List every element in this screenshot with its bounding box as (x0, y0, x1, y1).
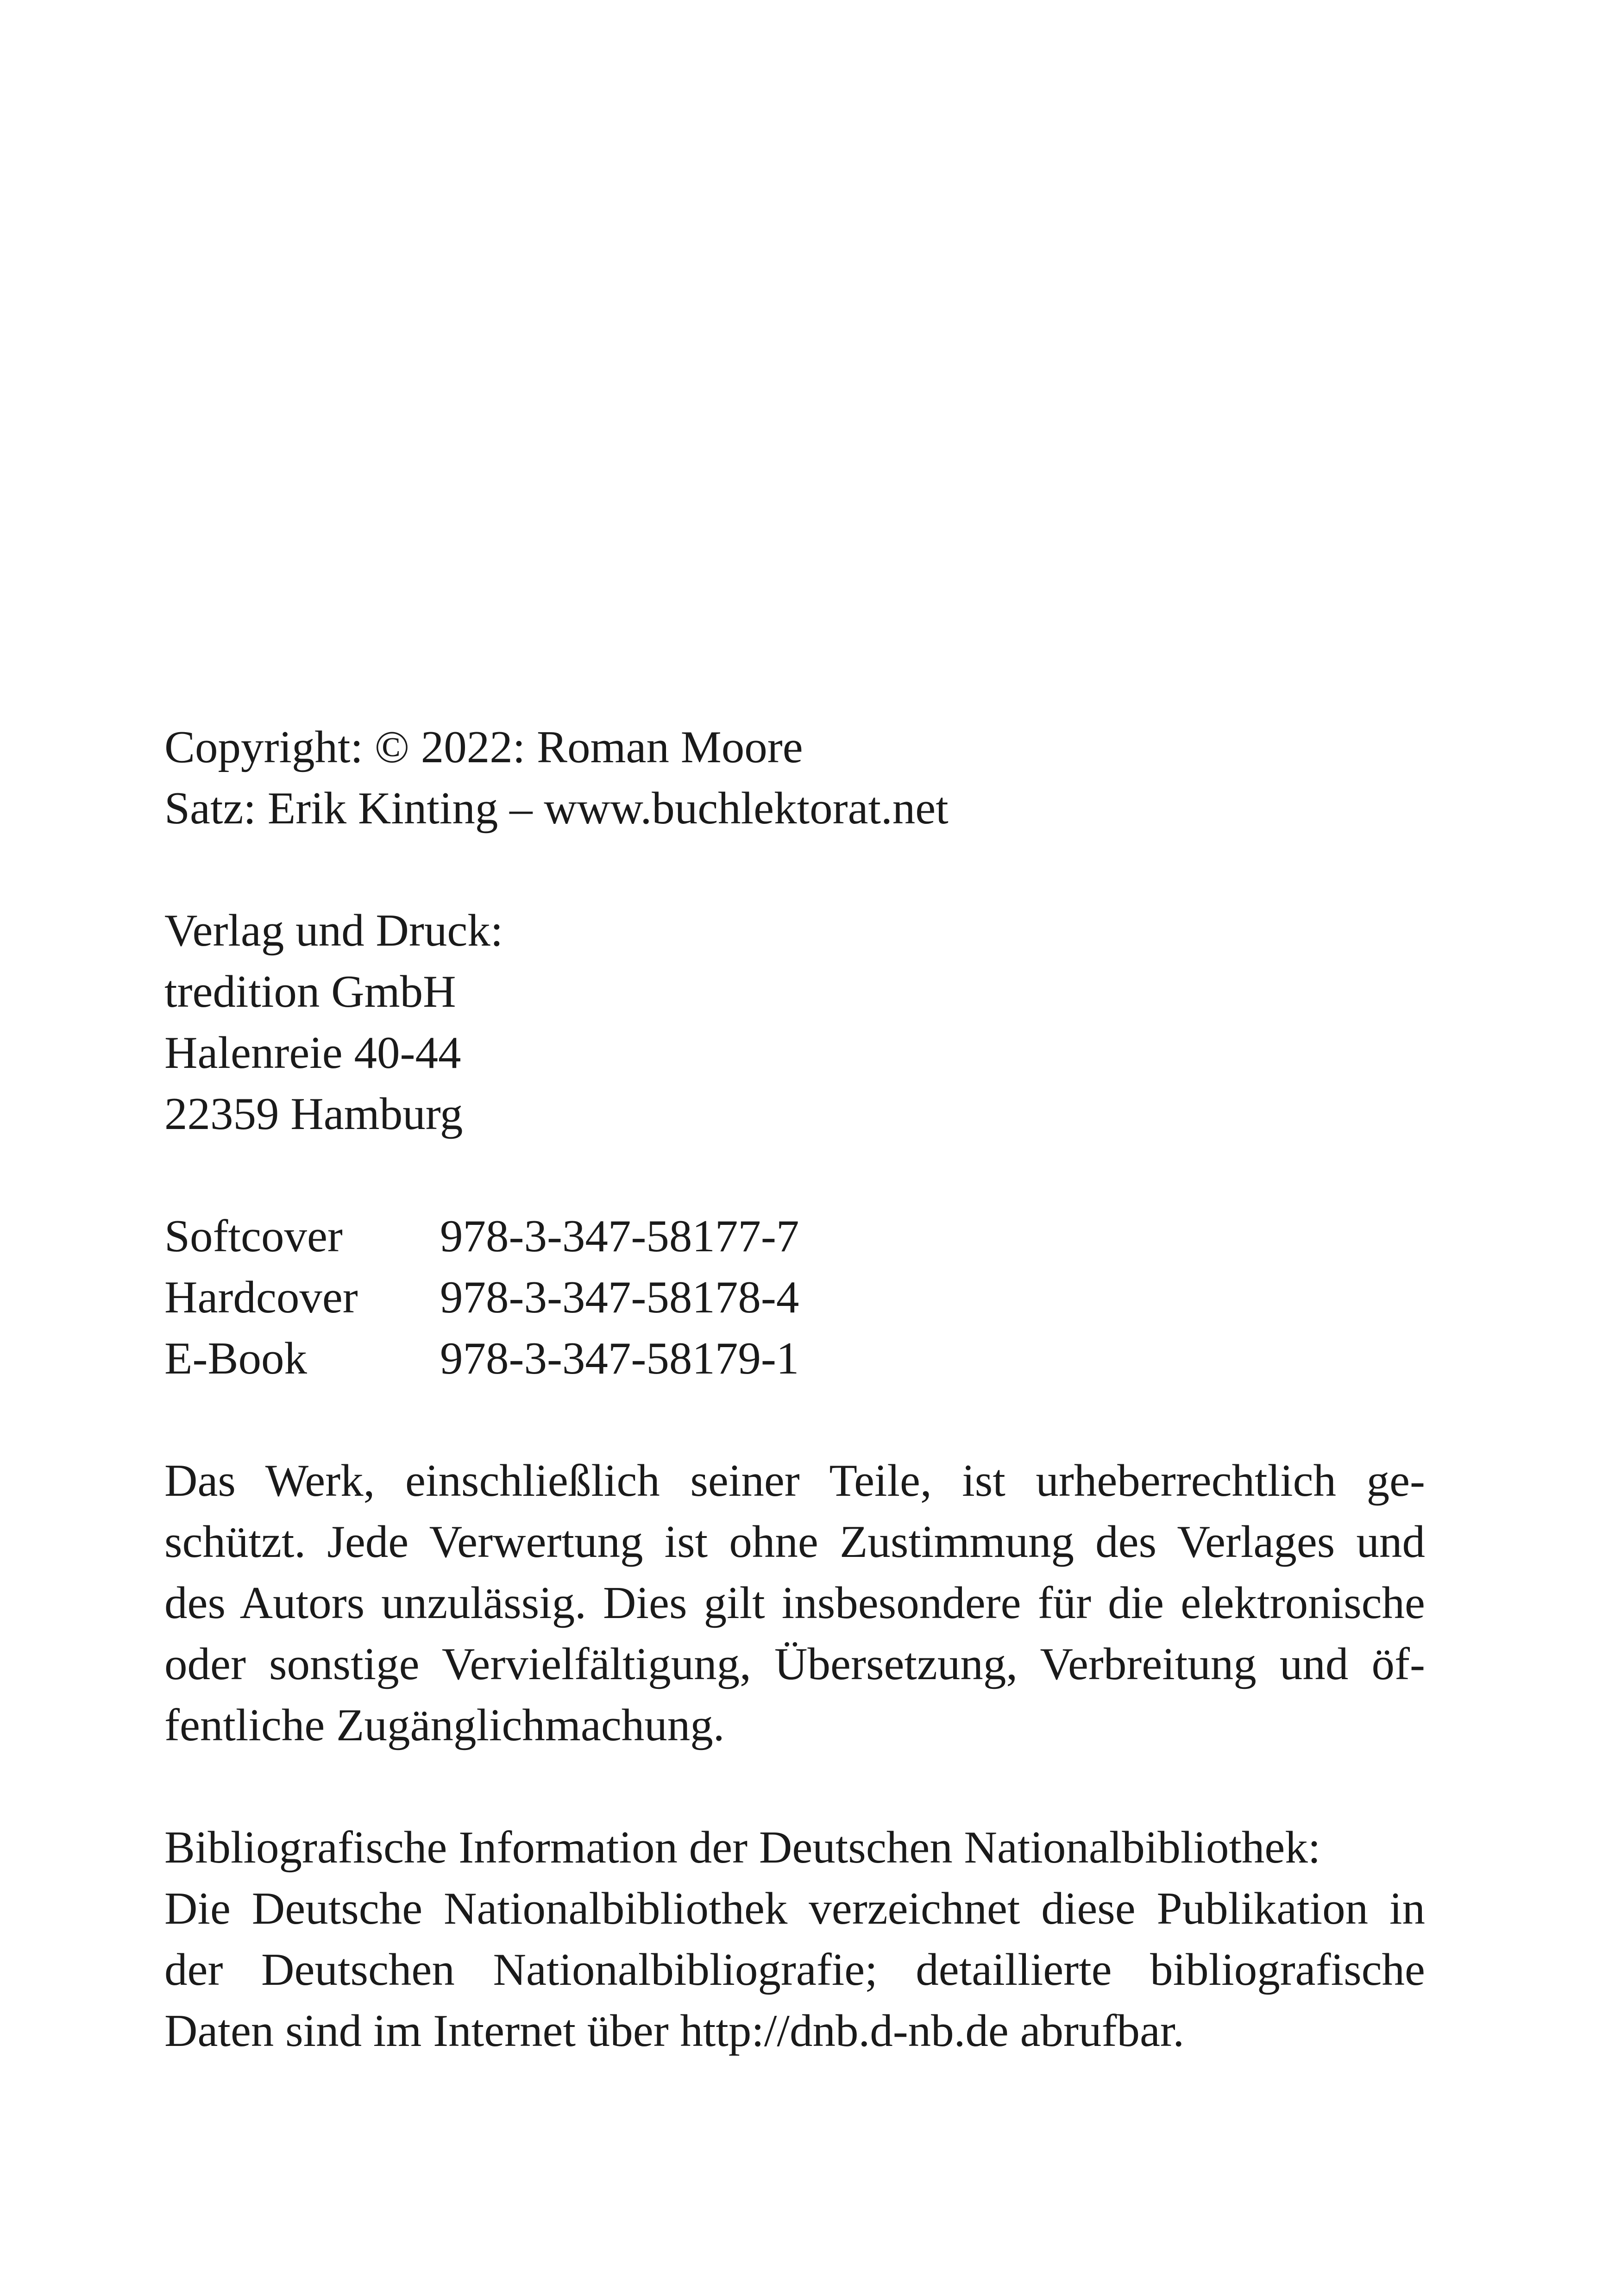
publisher-block (164, 900, 1425, 1145)
publisher-name: tredition GmbH (164, 966, 456, 1017)
rights-notice-line: oder sonstige Vervielfältigung, Übersetzung, Verbreitung und öf- (164, 1639, 1425, 1689)
isbn-row-ebook (164, 1328, 1425, 1389)
rights-notice-line: schützt. Jede Verwertung ist ohne Zustimmung des Verlages und (164, 1517, 1425, 1567)
isbn-format: E-Book (164, 1333, 307, 1384)
rights-notice-line: Das Werk, einschließlich seiner Teile, ist urheberrechtlich ge- (164, 1455, 1425, 1506)
bibliographic-info (164, 1817, 1425, 2062)
publisher-heading: Verlag und Druck: (164, 905, 503, 956)
bibliographic-line: Die Deutsche Nationalbibliothek verzeichnet diese Publikation in (164, 1883, 1425, 1934)
publisher-street: Halenreie 40-44 (164, 1028, 461, 1078)
bibliographic-line: der Deutschen Nationalbibliografie; detaillierte bibliografische (164, 1945, 1425, 1995)
credits-block (164, 717, 1425, 839)
imprint-content (164, 717, 1425, 2062)
bibliographic-heading: Bibliografische Information der Deutschen Nationalbibliothek: (164, 1822, 1321, 1873)
isbn-row-softcover (164, 1206, 1425, 1267)
isbn-format: Hardcover (164, 1272, 358, 1323)
spacer (164, 1756, 1425, 1817)
isbn-number: 978-3-347-58178-4 (440, 1272, 799, 1323)
spacer (164, 1145, 1425, 1206)
bibliographic-line: Daten sind im Internet über http://dnb.d-nb.de abrufbar. (164, 2006, 1185, 2056)
isbn-number: 978-3-347-58177-7 (440, 1211, 799, 1261)
publisher-city: 22359 Hamburg (164, 1089, 463, 1139)
isbn-table (164, 1206, 1425, 1389)
typesetting-line: Satz: Erik Kinting – www.buchlektorat.net (164, 783, 949, 834)
spacer (164, 1389, 1425, 1450)
copyright-line: Copyright: © 2022: Roman Moore (164, 722, 803, 772)
isbn-format: Softcover (164, 1211, 343, 1261)
isbn-row-hardcover (164, 1267, 1425, 1328)
rights-notice-line: fentliche Zugänglichmachung. (164, 1700, 725, 1750)
rights-notice (164, 1450, 1425, 1756)
spacer (164, 839, 1425, 900)
isbn-number: 978-3-347-58179-1 (440, 1333, 799, 1384)
rights-notice-line: des Autors unzulässig. Dies gilt insbesondere für die elektronische (164, 1578, 1425, 1628)
